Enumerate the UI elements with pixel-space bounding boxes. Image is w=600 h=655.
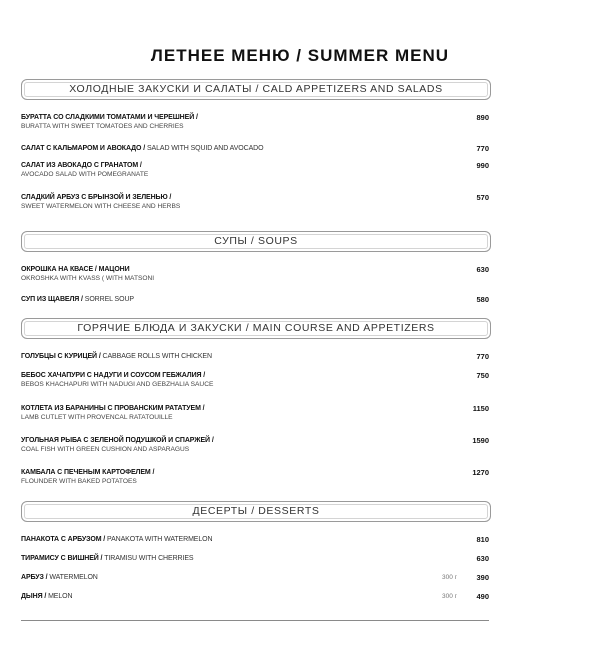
item-name-ru: КОТЛЕТА ИЗ БАРАНИНЫ С ПРОВАНСКИМ РАТАТУЕМ / [21, 405, 205, 412]
menu-item-cabbage-rolls [21, 352, 489, 361]
item-name-ru: АРБУЗ / [21, 574, 48, 581]
menu-item-watermelon [21, 573, 489, 582]
item-price: 390 [476, 573, 489, 582]
section-heading-cold-appetizers: ХОЛОДНЫЕ ЗАКУСКИ И САЛАТЫ / CALD APPETIZERS AND SALADS [21, 79, 491, 100]
item-price: 770 [476, 144, 489, 153]
item-price: 810 [476, 535, 489, 544]
item-price: 630 [476, 265, 489, 274]
item-price: 770 [476, 352, 489, 361]
menu-title: ЛЕТНЕЕ МЕНЮ / SUMMER MENU [150, 46, 450, 65]
item-price: 890 [476, 113, 489, 122]
section-heading-main-course: ГОРЯЧИЕ БЛЮДА И ЗАКУСКИ / MAIN COURSE AND APPETIZERS [21, 318, 491, 339]
menu-item-burrata [21, 113, 489, 131]
item-name-en: MELON [48, 593, 73, 600]
item-price: 490 [476, 592, 489, 601]
item-name-ru: ОКРОШКА НА КВАСЕ / МАЦОНИ [21, 266, 130, 273]
item-price: 1270 [472, 468, 489, 477]
item-name-ru: БЕБОС ХАЧАПУРИ С НАДУГИ И СОУСОМ ГЕБЖАЛИЯ / [21, 372, 206, 379]
menu-item-watermelon-salad [21, 193, 489, 211]
item-name-ru: САЛАТ С КАЛЬМАРОМ И АВОКАДО / [21, 145, 146, 152]
item-name-en: SWEET WATERMELON WITH CHEESE AND HERBS [21, 203, 181, 210]
item-name-en: SORREL SOUP [84, 296, 134, 303]
item-name-ru: БУРАТТА СО СЛАДКИМИ ТОМАТАМИ И ЧЕРЕШНЕЙ / [21, 114, 198, 121]
item-price: 1150 [472, 404, 489, 413]
item-name-en: WATERMELON [49, 574, 98, 581]
item-name-ru: УГОЛЬНАЯ РЫБА С ЗЕЛЕНОЙ ПОДУШКОЙ И СПАРЖЕЙ / [21, 437, 214, 444]
menu-item-squid-salad [21, 144, 489, 153]
item-name-en: PANAKOTA WITH WATERMELON [107, 536, 213, 543]
item-name-ru: ГОЛУБЦЫ С КУРИЦЕЙ / [21, 353, 101, 360]
item-name-ru: САЛАТ ИЗ АВОКАДО С ГРАНАТОМ / [21, 162, 142, 169]
item-name-ru: ДЫНЯ / [21, 593, 47, 600]
item-price: 580 [476, 295, 489, 304]
item-price: 630 [476, 554, 489, 563]
item-name-en: AVOCADO SALAD WITH POMEGRANATE [21, 171, 149, 178]
item-name-en: FLOUNDER WITH BAKED POTATOES [21, 478, 137, 485]
item-name-en: BEBOS KHACHAPURI WITH NADUGI AND GEBZHALIA SAUCE [21, 381, 214, 388]
section-heading-soups: СУПЫ / SOUPS [21, 231, 491, 252]
section-heading-desserts: ДЕСЕРТЫ / DESSERTS [21, 501, 491, 522]
item-name-ru: КАМБАЛА С ПЕЧЕНЫМ КАРТОФЕЛЕМ / [21, 469, 155, 476]
menu-item-lamb-cutlet [21, 404, 489, 422]
item-name-en: SALAD WITH SQUID AND AVOCADO [146, 145, 264, 152]
menu-item-tiramisu [21, 554, 489, 563]
item-name-en: LAMB CUTLET WITH PROVENCAL RATATOUILLE [21, 414, 173, 421]
item-name-en: COAL FISH WITH GREEN CUSHION AND ASPARAGUS [21, 446, 190, 453]
menu-item-okroshka [21, 265, 489, 283]
item-price: 570 [476, 193, 489, 202]
item-name-en: BURATTA WITH SWEET TOMATOES AND CHERRIES [21, 123, 184, 130]
item-name-ru: ПАНАКОТА С АРБУЗОМ / [21, 536, 106, 543]
item-name-ru: ТИРАМИСУ С ВИШНЕЙ / [21, 555, 103, 562]
item-name-en: CABBAGE ROLLS WITH CHICKEN [102, 353, 212, 360]
menu-item-bebos-khachapuri [21, 371, 489, 389]
item-price: 990 [476, 161, 489, 170]
menu-item-panakota [21, 535, 489, 544]
item-name-ru: СЛАДКИЙ АРБУЗ С БРЫНЗОЙ И ЗЕЛЕНЬЮ / [21, 194, 172, 201]
menu-item-flounder [21, 468, 489, 486]
bottom-divider [21, 620, 489, 621]
menu-item-melon [21, 592, 489, 601]
menu-item-avocado-salad [21, 161, 489, 179]
item-name-en: TIRAMISU WITH CHERRIES [104, 555, 194, 562]
item-weight: 300 г [441, 593, 457, 600]
item-price: 1590 [472, 436, 489, 445]
item-price: 750 [476, 371, 489, 380]
menu-item-sorrel-soup [21, 295, 489, 304]
menu-item-coal-fish [21, 436, 489, 454]
item-name-ru: СУП ИЗ ЩАВЕЛЯ / [21, 296, 83, 303]
item-weight: 300 г [441, 574, 457, 581]
item-name-en: OKROSHKA WITH KVASS ( WITH MATSONI [21, 275, 155, 282]
